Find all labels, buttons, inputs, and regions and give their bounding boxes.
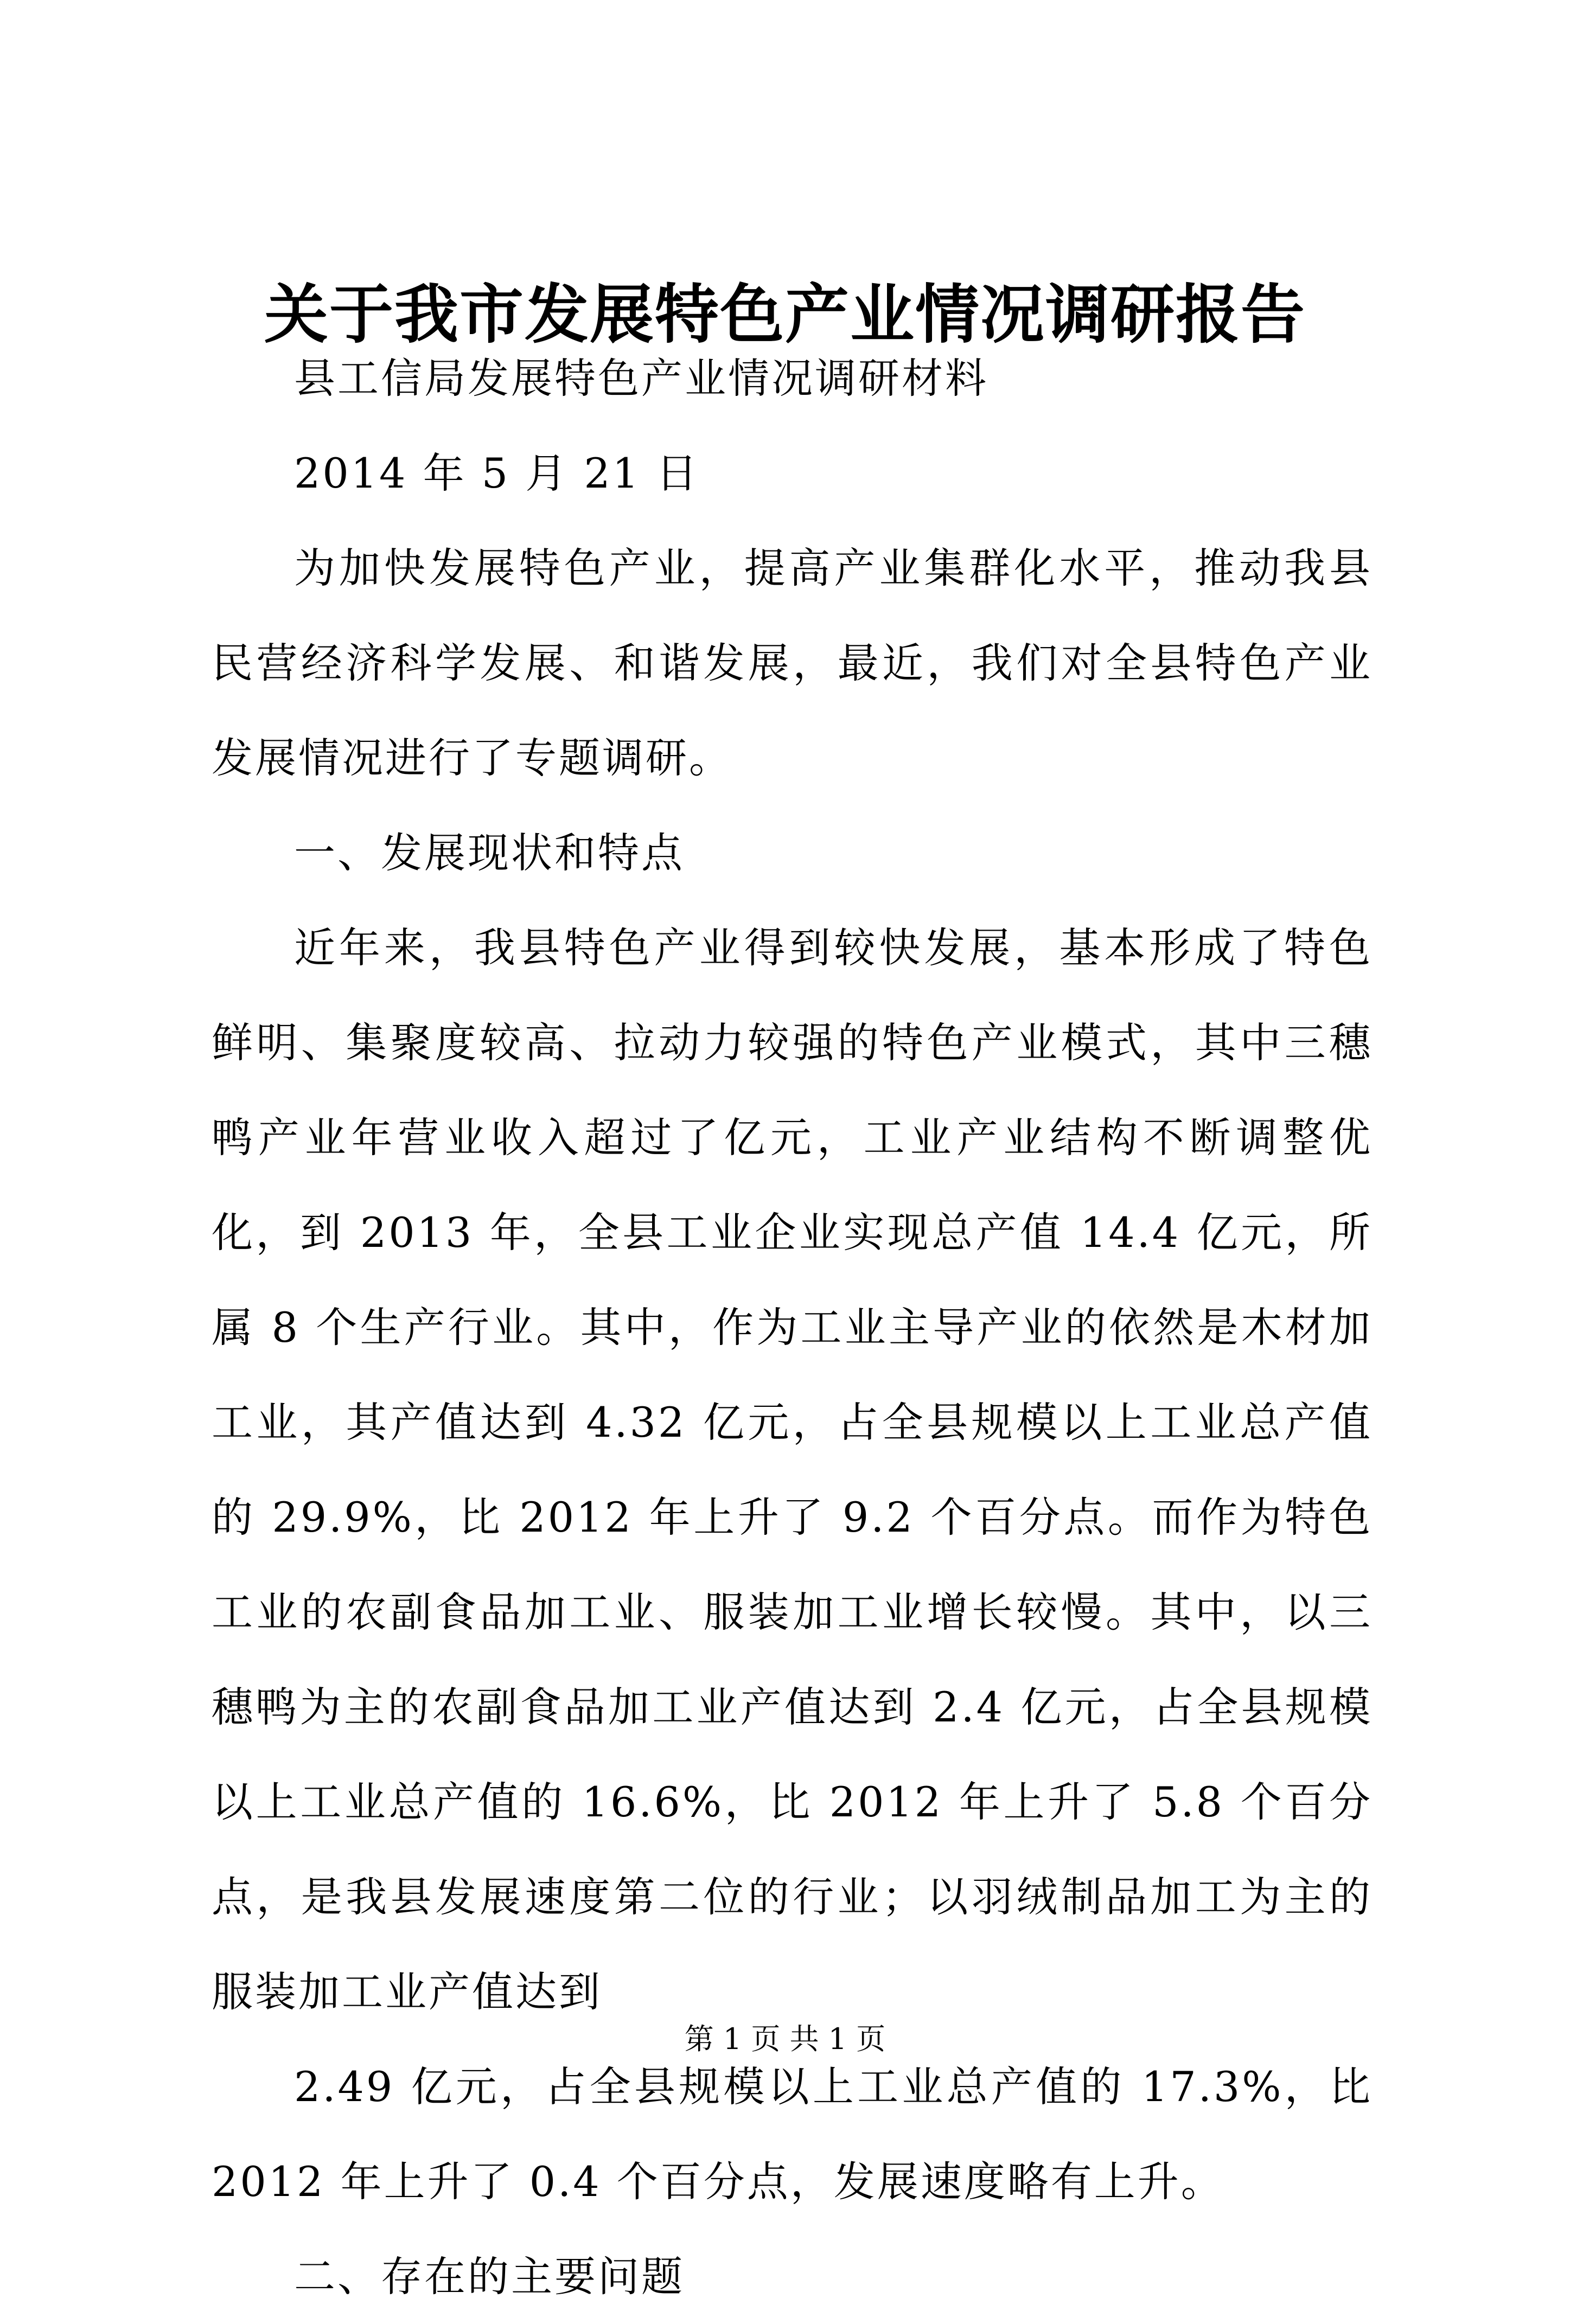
body-paragraph-1: 近年来，我县特色产业得到较快发展，基本形成了特色鲜明、集聚度较高、拉动力较强的特色产业模式，其中三穗鸭产业年营业收入超过了亿元，工业产业结构不断调整优化，到 2013 年，全县工业企业实现总产值 14.4 亿元，所属 8 个生产行业。其中，作为工业主导产业的依然是木材加工业，其产值达到 4.32 亿元，占全县规模以上工业总产值的 29.9%，比 2012 年上升了 9.2 个百分点。而作为特色工业的农副食品加工业、服装加工业增长较慢。其中，以三穗鸭为主的农副食品加工业产值达到 2.4 亿元，占全县规模以上工业总产值的 16.6%，比 2012 年上升了 5.8 个百分点，是我县发展速度第二位的行业；以羽绒制品加工为主的服装加工业产值达到 (212, 924, 1373, 2016)
body-paragraph-2: 2.49 亿元，占全县规模以上工业总产值的 17.3%，比 2012 年上升了 0.4 个百分点，发展速度略有上升。 (212, 2063, 1373, 2206)
date-paragraph: 2014 年 5 月 21 日 (294, 449, 700, 497)
section-heading-1: 一、发展现状和特点 (294, 829, 685, 877)
page-number-footer: 第 1 页 共 1 页 (684, 2022, 886, 2056)
document-title: 关于我市发展特色产业情况调研报告 (264, 277, 1306, 352)
subtitle-paragraph: 县工信局发展特色产业情况调研材料 (294, 354, 988, 402)
intro-paragraph: 为加快发展特色产业，提高产业集群化水平，推动我县民营经济科学发展、和谐发展，最近，我们对全县特色产业发展情况进行了专题调研。 (212, 544, 1373, 782)
section-heading-2: 二、存在的主要问题 (294, 2252, 685, 2301)
